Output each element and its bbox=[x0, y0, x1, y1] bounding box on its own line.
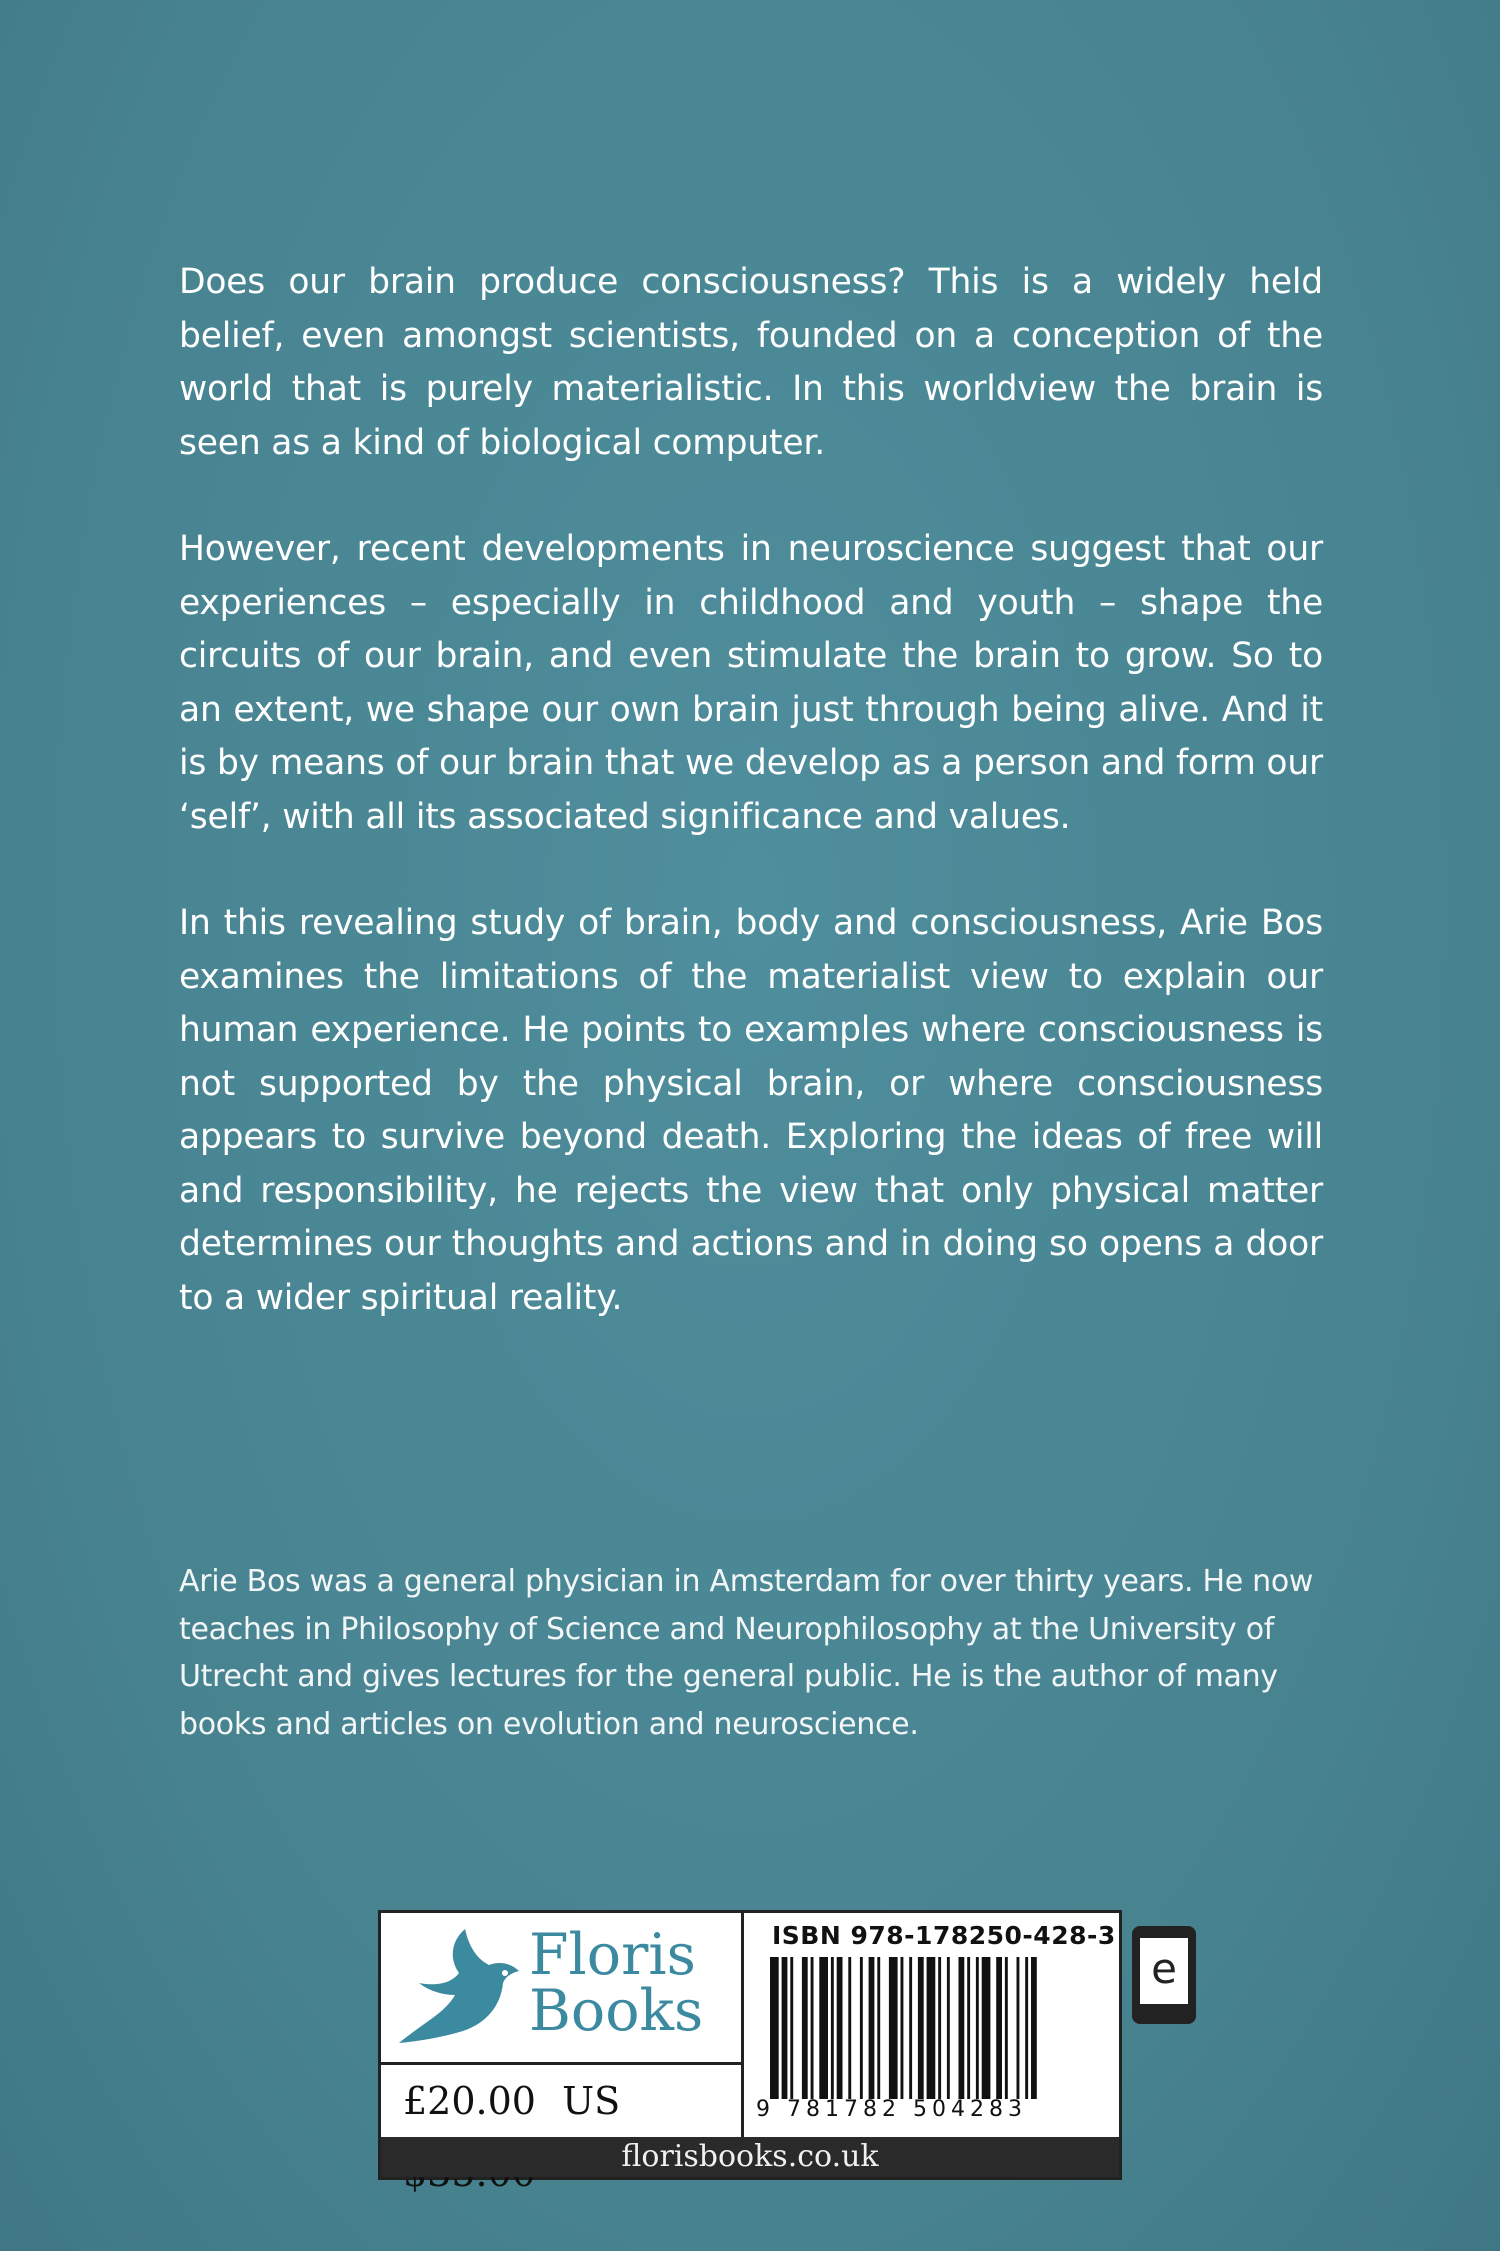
publisher-logo-text bbox=[529, 1922, 704, 2044]
publisher-logo bbox=[381, 1913, 744, 2065]
isbn-label: ISBN 978-178250-428-3 bbox=[772, 1921, 1116, 1950]
publisher-panel bbox=[378, 1910, 1122, 2180]
author-bio bbox=[179, 1558, 1323, 1748]
dove-icon bbox=[393, 1925, 529, 2053]
logo-line-books: Books bbox=[529, 1978, 704, 2044]
blurb-paragraph-1: Does our brain produce consciousness? This is a widely held belief, even amongst scientists, founded on a conception of the world that is purely materialistic. In this worldview the brain is seen as a kind of biological computer. bbox=[179, 262, 1323, 463]
barcode-digits: 9 781782 504283 bbox=[756, 2097, 1027, 2122]
blurb bbox=[179, 256, 1323, 1378]
publisher-website: florisbooks.co.uk bbox=[381, 2137, 1119, 2177]
barcode-box bbox=[744, 1913, 1119, 2137]
logo-line-floris: Floris bbox=[529, 1922, 696, 1988]
price-us: US bbox=[562, 2079, 621, 2123]
price-box bbox=[381, 2065, 744, 2137]
author-bio-text: Arie Bos was a general physician in Amsterdam for over thirty years. He now teaches in Philosophy of Science and Neurophilosophy at the University of Utrecht and gives lectures for the general public. He is the author of many books and articles on evolution and neuroscience. bbox=[179, 1564, 1314, 1742]
ebook-tablet-icon bbox=[1132, 1926, 1196, 2024]
ebook-badge-letter: e bbox=[1140, 1938, 1188, 2004]
price-gbp: £20.00 bbox=[403, 2079, 536, 2123]
blurb-paragraph-3: In this revealing study of brain, body and consciousness, Arie Bos examines the limitations of the materialist view to explain our human experience. He points to examples where consciousness is not supported by the physical brain, or where consciousness appears to survive beyond death. Exploring the ideas of free will and responsibility, he rejects the view that only physical matter determines our thoughts and actions and in doing so opens a door to a wider spiritual reality. bbox=[179, 903, 1323, 1318]
blurb-paragraph-2: However, recent developments in neuroscience suggest that our experiences – especially in childhood and youth – shape the circuits of our brain, and even stimulate the brain to grow. So to an extent, we shape our own brain just through being alive. And it is by means of our brain that we develop as a person and form our ‘self’, with all its associated significance and values. bbox=[179, 529, 1323, 837]
barcode-icon bbox=[770, 1957, 1110, 2099]
